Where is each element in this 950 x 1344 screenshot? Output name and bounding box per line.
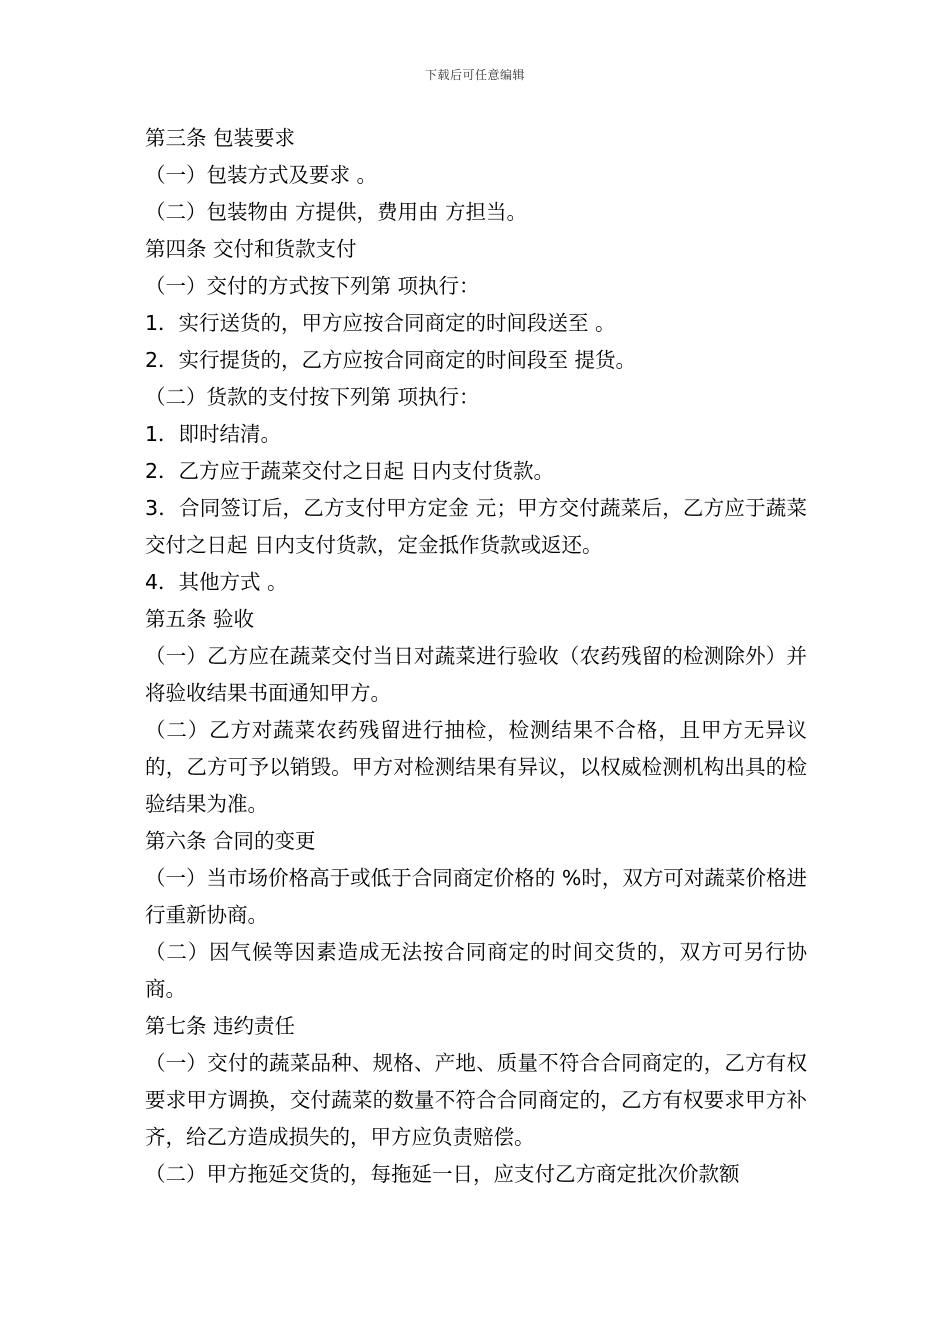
article-heading: 第五条 验收 bbox=[145, 607, 255, 631]
paragraph: （二）甲方拖延交货的，每拖延一日，应支付乙方商定批次价款额 bbox=[145, 1162, 740, 1186]
paragraph: 1．实行送货的，甲方应按合同商定的时间段送至 。 bbox=[145, 311, 616, 335]
paragraph: （一）交付的蔬菜品种、规格、产地、质量不符合合同商定的，乙方有权要求甲方调换，交付蔬菜的数量不符合合同商定的，乙方有权要求甲方补齐，给乙方造成损失的，甲方应负责赔偿。 bbox=[145, 1051, 807, 1149]
document-body bbox=[145, 120, 807, 1193]
paragraph: 2．实行提货的，乙方应按合同商定的时间段至 提货。 bbox=[145, 348, 637, 372]
article-heading: 第三条 包装要求 bbox=[145, 126, 296, 150]
paragraph: （二）因气候等因素造成无法按合同商定的时间交货的，双方可另行协商。 bbox=[145, 940, 807, 1001]
paragraph: 2．乙方应于蔬菜交付之日起 日内支付货款。 bbox=[145, 459, 555, 483]
article-heading: 第六条 合同的变更 bbox=[145, 829, 316, 853]
paragraph: （二）包装物由 方提供，费用由 方担当。 bbox=[145, 200, 528, 224]
paragraph: 1．即时结清。 bbox=[145, 422, 282, 446]
paragraph: （二）乙方对蔬菜农药残留进行抽检，检测结果不合格，且甲方无异议的，乙方可予以销毁。甲方对检测结果有异议，以权威检测机构出具的检验结果为准。 bbox=[145, 718, 807, 816]
paragraph: （二）货款的支付按下列第 项执行： bbox=[145, 385, 480, 409]
paragraph: （一）乙方应在蔬菜交付当日对蔬菜进行验收（农药残留的检测除外）并将验收结果书面通知甲方。 bbox=[145, 644, 807, 705]
header-note: 下载后可任意编辑 bbox=[424, 68, 525, 82]
article-heading: 第七条 违约责任 bbox=[145, 1014, 296, 1038]
paragraph: （一）交付的方式按下列第 项执行： bbox=[145, 274, 480, 298]
paragraph: 3．合同签订后，乙方支付甲方定金 元；甲方交付蔬菜后，乙方应于蔬菜交付之日起 日内支付货款，定金抵作货款或返还。 bbox=[145, 496, 807, 557]
article-heading: 第四条 交付和货款支付 bbox=[145, 237, 357, 261]
paragraph: （一）当市场价格高于或低于合同商定价格的 %时，双方可对蔬菜价格进行重新协商。 bbox=[145, 866, 807, 927]
paragraph: 4．其他方式 。 bbox=[145, 570, 288, 594]
paragraph: （一）包装方式及要求 。 bbox=[145, 163, 378, 187]
